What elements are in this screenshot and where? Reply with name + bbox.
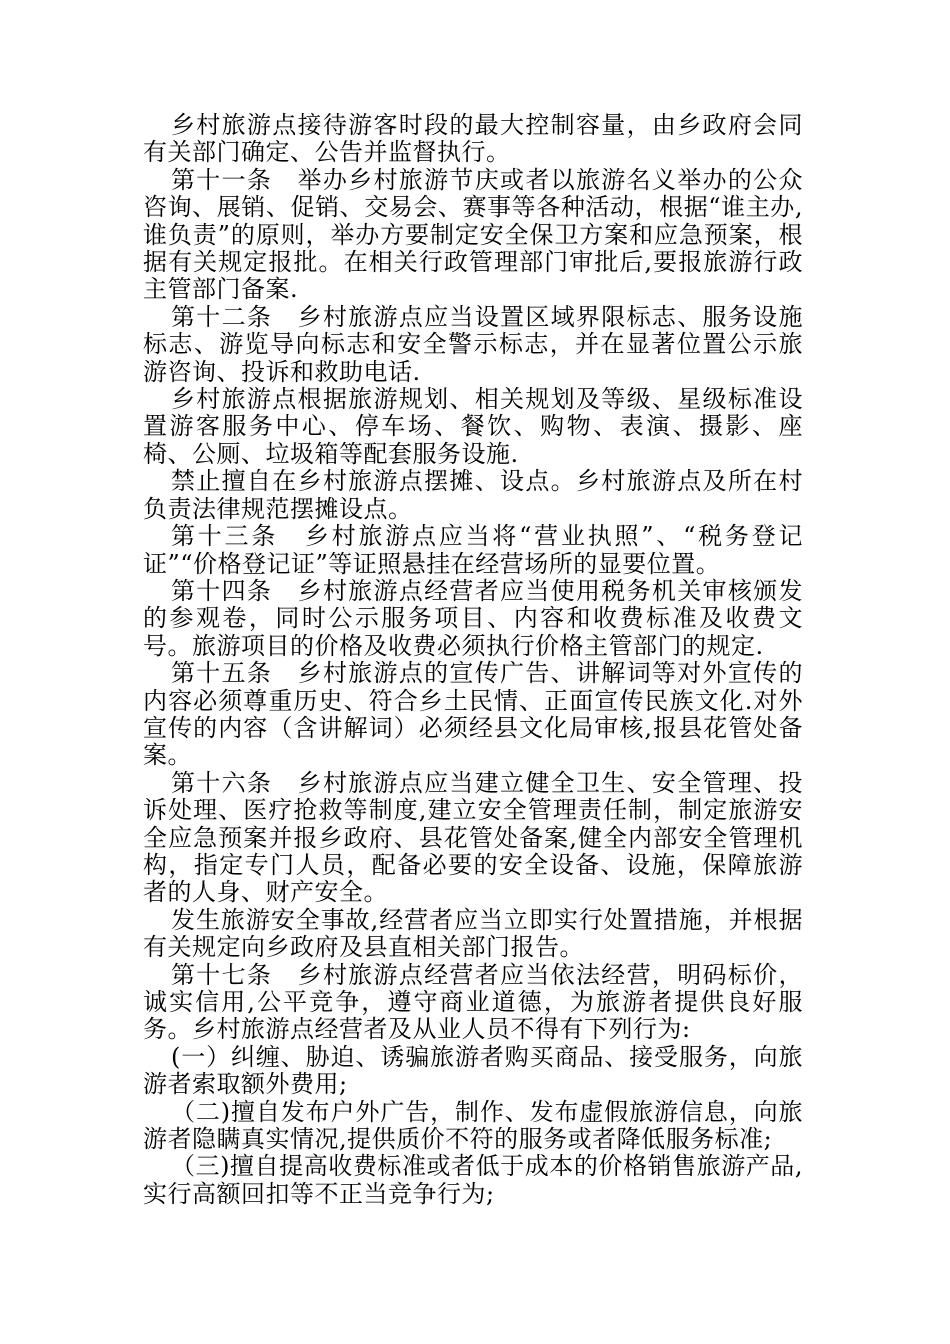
paragraph: 发生旅游安全事故,经营者应当立即实行处置措施，并根据有关规定向乡政府及县直相关部门报告。 xyxy=(143,905,803,962)
paragraph: 第十七条 乡村旅游点经营者应当依法经营，明码标价，诚实信用,公平竞争，遵守商业道德，为旅游者提供良好服务。乡村旅游点经营者及从业人员不得有下列行为: xyxy=(143,960,803,1044)
paragraph: 第十四条 乡村旅游点经营者应当使用税务机关审核颁发的参观卷，同时公示服务项目、内容和收费标准及收费文号。旅游项目的价格及收费必须执行价格主管部门的规定. xyxy=(143,576,803,660)
paragraph: (一）纠缠、胁迫、诱骗旅游者购买商品、接受服务，向旅游者索取额外费用; xyxy=(143,1042,803,1099)
paragraph: 禁止擅自在乡村旅游点摆摊、设点。乡村旅游点及所在村负责法律规范摆摊设点。 xyxy=(143,467,803,523)
document-body xyxy=(143,112,803,1208)
paragraph: （三)擅自提高收费标准或者低于成本的价格销售旅游产品,实行高额回扣等不正当竞争行为; xyxy=(143,1152,803,1208)
paragraph: 第十一条 举办乡村旅游节庆或者以旅游名义举办的公众咨询、展销、促销、交易会、赛事等各种活动，根据“谁主办,谁负责”的原则，举办方要制定安全保卫方案和应急预案，根据有关规定报批。在相关行政管理部门审批后,要报旅游行政主管部门备案. xyxy=(143,165,803,304)
paragraph: 乡村旅游点接待游客时段的最大控制容量，由乡政府会同有关部门确定、公告并监督执行。 xyxy=(143,111,803,167)
paragraph: 第十二条 乡村旅游点应当设置区域界限标志、服务设施标志、游览导向标志和安全警示标志，并在显著位置公示旅游咨询、投诉和救助电话. xyxy=(143,302,803,386)
paragraph: 第十五条 乡村旅游点的宣传广告、讲解词等对外宣传的内容必须尊重历史、符合乡土民情、正面宣传民族文化.对外宣传的内容（含讲解词）必须经县文化局审核,报县花管处备案。 xyxy=(143,659,803,770)
paragraph: 乡村旅游点根据旅游规划、相关规划及等级、星级标准设置游客服务中心、停车场、餐饮、购物、表演、摄影、座椅、公厕、垃圾箱等配套服务设施. xyxy=(143,385,803,468)
paragraph: 第十三条 乡村旅游点应当将“营业执照”、“税务登记证”“价格登记证”等证照悬挂在经营场所的显要位置。 xyxy=(143,522,803,578)
paragraph: （二)擅自发布户外广告，制作、发布虚假旅游信息，向旅游者隐瞒真实情况,提供质价不符的服务或者降低服务标准; xyxy=(143,1097,803,1154)
paragraph: 第十六条 乡村旅游点应当建立健全卫生、安全管理、投诉处理、医疗抢救等制度,建立安全管理责任制，制定旅游安全应急预案并报乡政府、县花管处备案,健全内部安全管理机构，指定专门人员，配备必要的安全设备、设施，保障旅游者的人身、财产安全。 xyxy=(143,768,803,907)
